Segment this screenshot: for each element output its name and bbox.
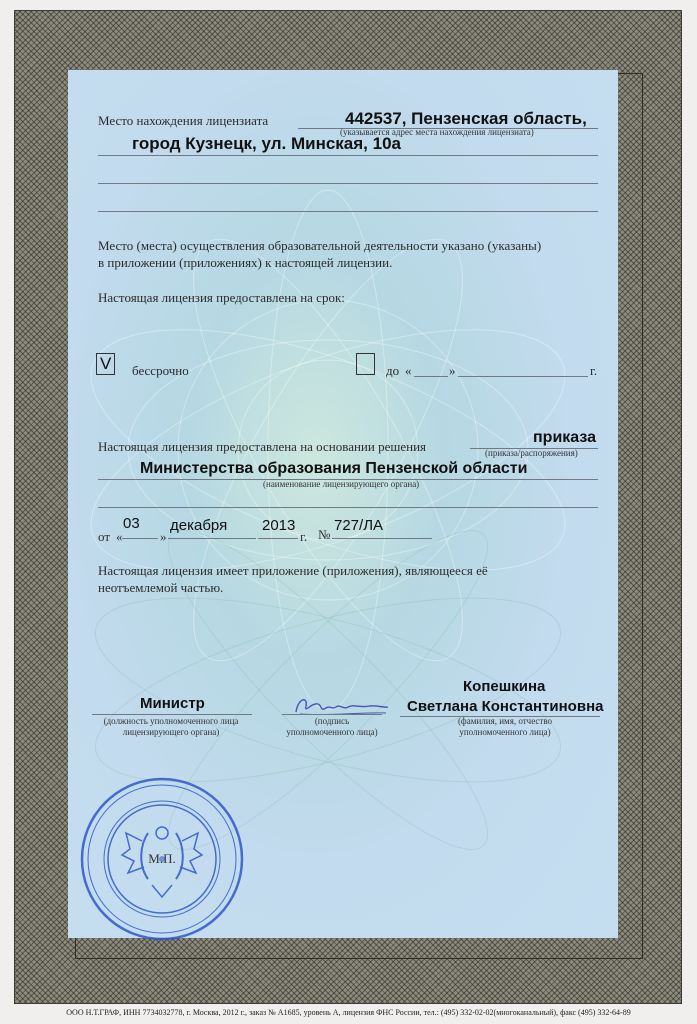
term-label: Настоящая лицензия предоставлена на срок:: [98, 290, 345, 305]
date-quote-close: »: [160, 529, 167, 544]
decision-year: 2013: [262, 517, 296, 534]
signature-hint-1: (подпись: [314, 716, 350, 726]
until-checkbox: [356, 353, 375, 375]
decision-type: приказа: [533, 429, 597, 446]
until-quote-close: »: [449, 363, 456, 378]
decision-year-line: [258, 538, 298, 539]
activity-place-line2: в приложении (приложениях) к настоящей лицензии.: [98, 255, 393, 270]
address-label: Место нахождения лицензиата: [98, 113, 269, 128]
address-value-line1: 442537, Пензенская область,: [345, 109, 587, 128]
decision-type-hint: (приказа/распоряжения): [485, 448, 578, 458]
date-from-label: от: [98, 529, 111, 544]
position-hint-2: лицензирующего органа): [122, 727, 220, 737]
decision-month: декабря: [170, 517, 228, 534]
decision-number: 727/ЛА: [334, 517, 384, 534]
signer-surname: Копешкина: [463, 678, 546, 695]
signer-name: Светлана Константиновна: [407, 698, 604, 715]
position-hint-1: (должность уполномоченного лица: [103, 716, 239, 726]
address-line-4: [98, 211, 598, 212]
address-line-2: [98, 155, 598, 156]
address-line-3: [98, 183, 598, 184]
indefinite-label: бессрочно: [132, 363, 189, 378]
decision-day-line: [122, 538, 158, 539]
indefinite-check-mark: V: [100, 354, 112, 373]
basis-label: Настоящая лицензия предоставлена на основании решения: [98, 439, 427, 454]
decision-year-suffix: г.: [300, 529, 308, 544]
signature-hint-2: уполномоченного лица): [286, 727, 378, 737]
address-value-line2: город Кузнецк, ул. Минская, 10а: [132, 134, 401, 153]
appendix-line2: неотъемлемой частью.: [98, 580, 224, 595]
authority-line-2: [98, 507, 598, 508]
position-line: [92, 714, 252, 715]
signer-hint-2: уполномоченного лица): [459, 727, 551, 737]
until-label: до: [386, 363, 400, 378]
until-year-suffix: г.: [590, 363, 598, 378]
until-date-line: [458, 376, 588, 377]
signature-line: [282, 714, 382, 715]
until-quote-open: «: [405, 363, 412, 378]
date-quote-open: «: [116, 529, 123, 544]
activity-place-line1: Место (места) осуществления образовательной деятельности указано (указаны): [98, 238, 542, 253]
authority-hint: (наименование лицензирующего органа): [263, 479, 420, 489]
indefinite-checkbox: [96, 353, 115, 375]
decision-month-line: [168, 538, 256, 539]
signer-hint-1: (фамилия, имя, отчество: [457, 716, 553, 726]
address-hint: (указывается адрес места нахождения лицензиата): [340, 127, 534, 137]
printer-footer: ООО Н.Т.ГРАФ, ИНН 7734032778, г. Москва, 2012 г., заказ № А1685, уровень А, лицензия ФНС России, тел.: (495) 332-02-02(многоканальный), факс (495) 332-64-89: [66, 1008, 631, 1017]
signer-position: Министр: [140, 695, 205, 712]
decision-number-label: №: [318, 527, 331, 542]
official-seal: [78, 775, 246, 943]
decision-day: 03: [123, 515, 140, 532]
appendix-line1: Настоящая лицензия имеет приложение (приложения), являющееся её: [98, 563, 488, 578]
authority-name: Министерства образования Пензенской области: [140, 460, 528, 477]
decision-number-line: [332, 538, 432, 539]
stamp-mp-label: М.П.: [148, 851, 176, 866]
until-day-line: [414, 376, 448, 377]
